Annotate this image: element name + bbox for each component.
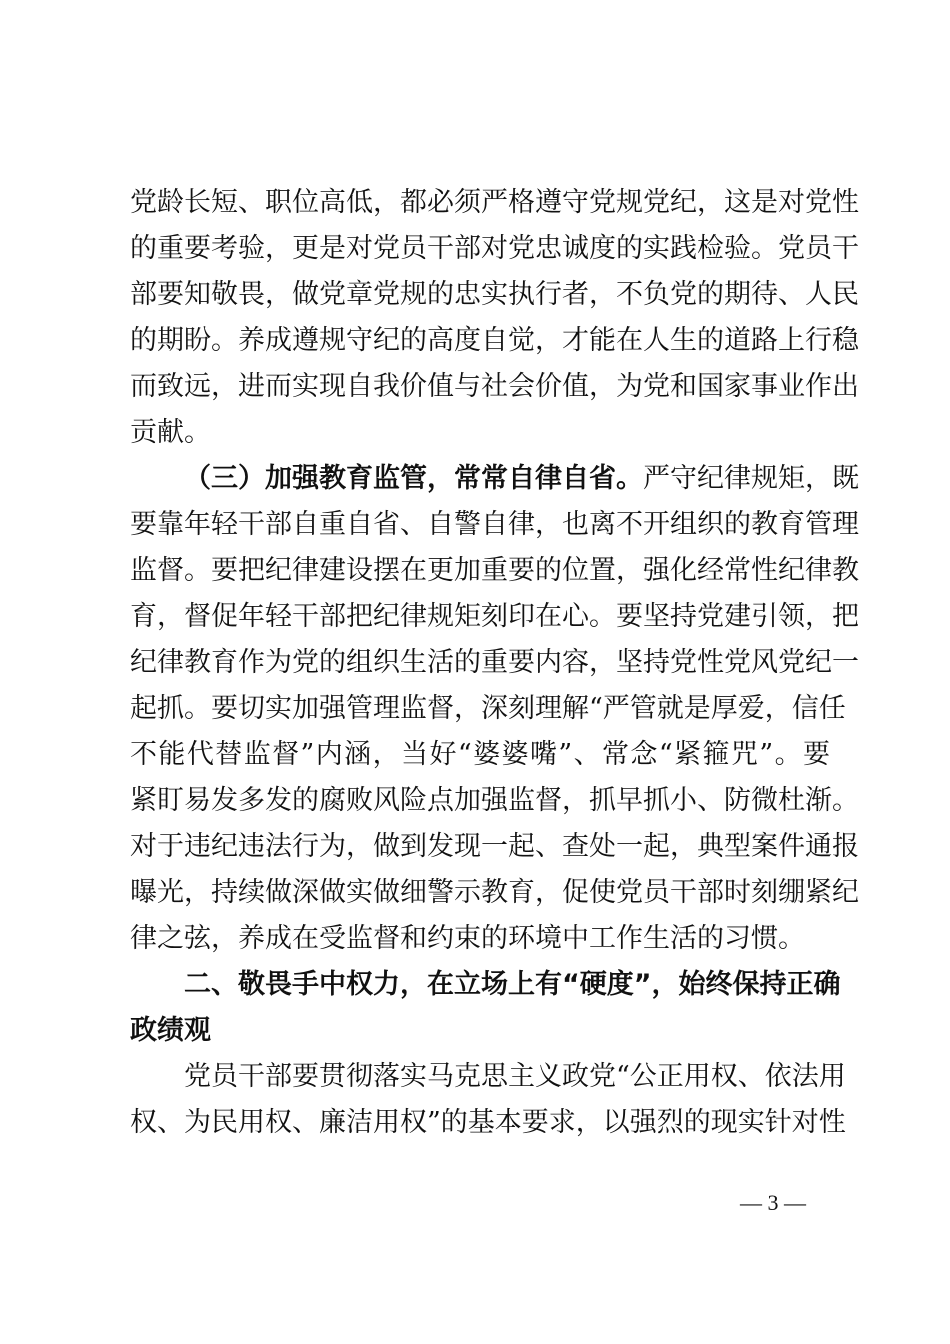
paragraph-3 — [130, 1054, 846, 1146]
text-line: 律之弦，养成在受监督和约束的环境中工作生活的习惯。 — [130, 923, 805, 954]
text-run: 严守纪律规矩，既 — [643, 463, 859, 494]
paragraph-lead-line — [130, 456, 859, 502]
text-line: 要靠年轻干部自重自省、自警自律，也离不开组织的教育管理 — [130, 509, 859, 540]
text-line: 部要知敬畏，做党章党规的忠实执行者，不负党的期待、人民 — [130, 279, 859, 310]
text-line: 育，督促年轻干部把纪律规矩刻印在心。要坚持党建引领，把 — [130, 601, 859, 632]
document-body — [130, 180, 859, 1146]
text-line: 不能代替监督”内涵，当好“婆婆嘴”、常念“紧箍咒”。要 — [130, 739, 830, 770]
section-heading — [130, 962, 841, 1054]
text-line: 党龄长短、职位高低，都必须严格遵守党规党纪，这是对党性 — [130, 187, 859, 218]
paragraph-2 — [130, 456, 859, 962]
text-line: 党员干部要贯彻落实马克思主义政党“公正用权、依法用 — [184, 1061, 846, 1092]
text-line: 贡献。 — [130, 417, 211, 448]
text-line: 对于违纪违法行为，做到发现一起、查处一起，典型案件通报 — [130, 831, 859, 862]
text-line: 权、为民用权、廉洁用权”的基本要求，以强烈的现实针对性 — [130, 1107, 846, 1138]
heading-line: 二、敬畏手中权力，在立场上有“硬度”，始终保持正确 — [184, 969, 841, 1000]
text-line: 纪律教育作为党的组织生活的重要内容，坚持党性党风党纪一 — [130, 647, 859, 678]
heading-line: 政绩观 — [130, 1015, 211, 1046]
text-line: 监督。要把纪律建设摆在更加重要的位置，强化经常性纪律教 — [130, 555, 859, 586]
text-line: 的重要考验，更是对党员干部对党忠诚度的实践检验。党员干 — [130, 233, 859, 264]
text-line: 起抓。要切实加强管理监督，深刻理解“严管就是厚爱，信任 — [130, 693, 846, 724]
page-number: — 3 — — [740, 1190, 806, 1215]
text-line: 的期盼。养成遵规守纪的高度自觉，才能在人生的道路上行稳 — [130, 325, 859, 356]
text-line: 曝光，持续做深做实做细警示教育，促使党员干部时刻绷紧纪 — [130, 877, 859, 908]
text-line: 而致远，进而实现自我价值与社会价值，为党和国家事业作出 — [130, 371, 859, 402]
subsection-title: （三）加强教育监管，常常自律自省。 — [184, 463, 643, 494]
paragraph-1 — [130, 180, 859, 456]
text-line: 紧盯易发多发的腐败风险点加强监督，抓早抓小、防微杜渐。 — [130, 785, 859, 816]
